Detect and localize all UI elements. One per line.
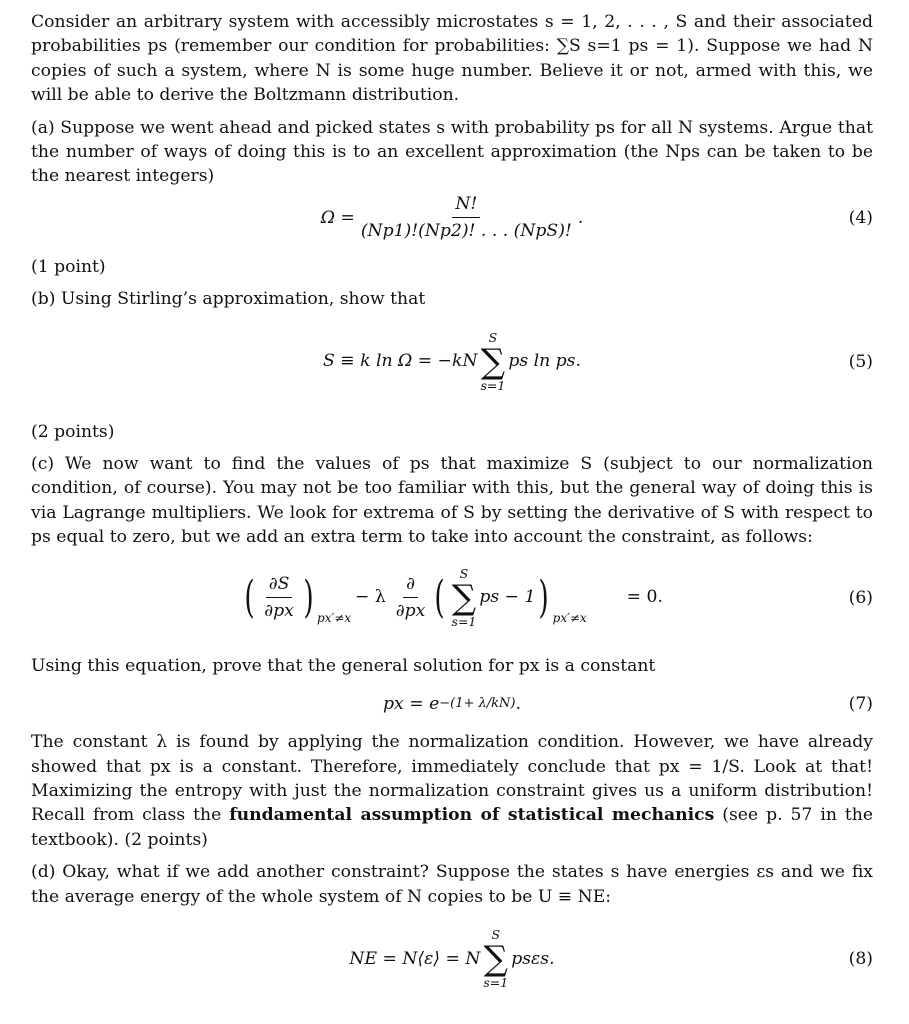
using-paragraph: Using this equation, prove that the general solution for px is a constant — [31, 655, 656, 676]
eq6-sum-lower: s=1 — [451, 613, 477, 629]
eq4-tail: . — [577, 207, 584, 228]
intro-paragraph: Consider an arbitrary system with accessibly microstates s = 1, 2, . . . , S and their associated probabilities ps (remember our condition for probabilities: ∑S s=1 ps = 1). Suppose we had N copies of such a system, where N is some huge number. Believe it or not, armed with this, we will be able to derive the Boltzmann distribution. — [31, 12, 873, 106]
right-paren: ) — [538, 571, 550, 623]
eq5-sum — [481, 331, 506, 393]
eq8-sum-upper: S — [491, 926, 501, 942]
eq8-label: (8) — [848, 948, 873, 969]
eq4-numerator: N! — [452, 193, 480, 218]
eq6-partial — [393, 573, 429, 622]
equation-6 — [31, 550, 873, 646]
eq6-rhs: = 0. — [626, 587, 663, 608]
eq4-label: (4) — [848, 207, 873, 228]
eq6-sum-upper: S — [459, 565, 469, 581]
part-a-paragraph: (a) Suppose we went ahead and picked states s with probability ps for all N systems. Argue that the number of ways of doing this is to an excellent approximation (the Nps can be taken to be the nearest integers) — [31, 117, 873, 187]
left-paren: ( — [244, 571, 255, 623]
eq5-sum-upper: S — [488, 329, 498, 345]
eq6-derivative-den: ∂px — [264, 601, 294, 622]
eq8-sum — [483, 928, 508, 990]
eq6-derivative — [261, 573, 297, 622]
equation-4 — [31, 189, 873, 247]
eq5-expr: S ≡ k ln Ω = −kN — [323, 351, 478, 372]
right-paren: ) — [303, 571, 314, 623]
eq6-condition: px′≠x — [317, 611, 352, 626]
eq4-denominator: (Np1)!(Np2)! . . . (NpS)! — [360, 221, 572, 242]
sigma-symbol: ∑ — [483, 938, 508, 979]
eq4-fraction — [358, 193, 575, 242]
constant-text-2: (see p. 57 in the textbook). (2 points) — [31, 805, 873, 850]
eq7-exponent: −(1+ λ/kN) — [439, 695, 516, 711]
part-b-paragraph: (b) Using Stirling’s approximation, show that — [31, 289, 426, 310]
equation-7 — [31, 678, 873, 730]
eq6-label: (6) — [848, 587, 873, 608]
sigma-symbol: ∑ — [480, 341, 506, 382]
constant-paragraph — [31, 730, 873, 852]
eq6-minus-lambda: − λ — [355, 587, 386, 608]
eq5-label: (5) — [848, 351, 873, 372]
eq4-lhs: Ω = — [320, 207, 355, 228]
eq6-partial-num: ∂ — [403, 573, 418, 598]
eq6-condition-2: px′≠x — [552, 611, 587, 626]
eq8-tail: psεs. — [511, 948, 555, 969]
eq6-derivative-num: ∂S — [266, 573, 293, 598]
eq5-tail: ps ln ps. — [508, 351, 581, 372]
eq5-sum-lower: s=1 — [480, 377, 506, 393]
eq8-expr: NE = N⟨ε⟩ = N — [349, 948, 481, 969]
eq7-lhs: px = e — [383, 693, 440, 714]
eq6-partial-den: ∂px — [395, 601, 426, 622]
constant-text-1: The constant λ is found by applying the normalization condition. However, we have already showed that px is a constant. Therefore, immediately conclude that px = 1/S. Look at that! Maximizing the entropy with just the normalization constraint gives us a uniform distribution! Recall from class the — [31, 732, 873, 826]
part-d-paragraph: (d) Okay, what if we add another constraint? Suppose the states s have energies εs and we fix the average energy of the whole system of N copies to be U ≡ NE: — [31, 862, 873, 907]
eq8-sum-lower: s=1 — [483, 974, 509, 990]
equation-8 — [31, 909, 873, 1009]
eq7-label: (7) — [848, 693, 873, 714]
equation-5 — [31, 312, 873, 412]
part-a-points: (1 point) — [31, 256, 106, 277]
fundamental-assumption: fundamental assumption of statistical mechanics — [229, 805, 715, 826]
left-paren: ( — [434, 571, 446, 623]
eq7-tail: . — [515, 693, 521, 714]
sigma-symbol: ∑ — [451, 577, 477, 618]
part-c-paragraph: (c) We now want to find the values of ps that maximize S (subject to our normalization condition, of course). You may not be too familiar with this, but the general way of doing this is via Lagrange multipliers. We look for extrema of S by setting the derivative of S with respect to ps equal to zero, but we add an extra term to take into account the constraint, as follows: — [31, 454, 873, 548]
eq6-inner: ps − 1 — [479, 587, 536, 608]
eq6-sum — [452, 567, 477, 629]
part-b-points: (2 points) — [31, 421, 115, 442]
